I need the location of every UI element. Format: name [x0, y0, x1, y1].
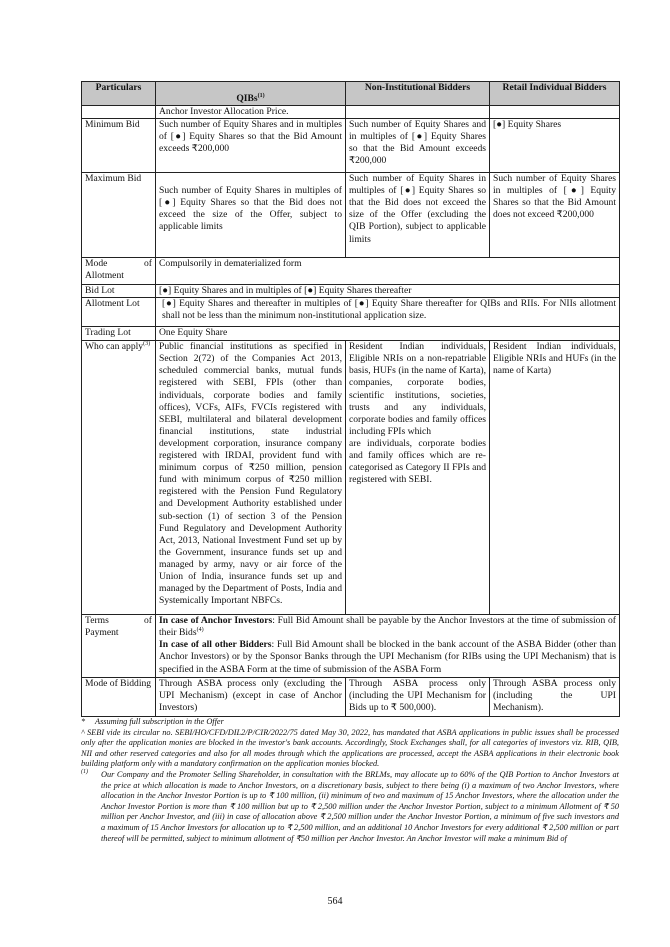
- footnote-ref: (4): [196, 627, 204, 634]
- label-text: Who can apply: [85, 341, 144, 353]
- cell: [●] Equity Shares and thereafter in multiples of [●] Equity Share thereafter for QIBs and RIIs. For NIIs allotment shall not be less than the minimum non-institutional application size.: [156, 298, 620, 327]
- cell: [●] Equity Shares and in multiples of [●] Equity Shares thereafter: [156, 285, 620, 298]
- table-row: [82, 119, 620, 173]
- table-row: [82, 258, 620, 285]
- table-row: [82, 678, 620, 717]
- cell: Through ASBA process only (including the UPI Mechanism).: [490, 678, 620, 717]
- table-row: [82, 285, 620, 298]
- footnote-ref: (3): [143, 341, 151, 347]
- cell: Anchor Investor Allocation Price.: [156, 106, 346, 119]
- cell: [82, 106, 156, 119]
- header-text: Non-Institutional Bidders: [364, 82, 471, 93]
- row-label: Maximum Bid: [82, 173, 156, 258]
- table-row: [82, 106, 620, 119]
- paragraph: [159, 639, 616, 675]
- cell: [346, 341, 490, 615]
- cell: Such number of Equity Shares in multiples of [●] Equity Shares so that the Bid does not exceed the size of the Offer, subject to applicable limits: [156, 173, 346, 258]
- header-particulars: [82, 82, 156, 106]
- row-label: Allotment Lot: [82, 298, 156, 327]
- footnote-text: Assuming full subscription in the Offer: [95, 717, 224, 726]
- footnote-ref: (1): [257, 92, 265, 99]
- row-label: Mode of Bidding: [82, 678, 156, 717]
- row-label: Bid Lot: [82, 285, 156, 298]
- header-text: Retail Individual Bidders: [502, 82, 607, 93]
- bold-text: In case of Anchor Investors: [159, 615, 273, 627]
- row-label: Trading Lot: [82, 327, 156, 341]
- page-number: 564: [327, 896, 343, 907]
- cell: Resident Indian individuals, Eligible NRIs and HUFs (in the name of Karta): [490, 341, 620, 615]
- header-rib: [490, 82, 620, 106]
- footnote-mark: [81, 770, 95, 844]
- cell: Through ASBA process only (including the UPI Mechanism for Bids up to ₹ 500,000).: [346, 678, 490, 717]
- cell: [●] Equity Shares: [490, 119, 620, 173]
- row-label: Terms of Payment: [82, 615, 156, 678]
- table-row: [82, 327, 620, 341]
- cell: One Equity Share: [156, 327, 620, 341]
- row-label: [82, 341, 156, 615]
- footnote-text: Our Company and the Promoter Selling Shareholder, in consultation with the BRLMs, may allocate up to 60% of the QIB Portion to Anchor Investors at the price at which allocation is made to Anchor Investors, on a discretionary basis, subject to there being (i) a maximum of two Anchor Investors, where allocation in the Anchor Investor Portion is up to ₹ 100 million, (ii) minimum of two and maximum of 15 Anchor Investors, where the allocation under the Anchor Investor Portion is more than ₹ 100 million but up to ₹ 2,500 million under the Anchor Investor Portion, subject to a minimum Allotment of ₹ 50 million per Anchor Investor, and (iii) in case of allocation above ₹ 2,500 million under the Anchor Investor Portion, a minimum of five such investors and a maximum of 15 Anchor Investors for allocation up to ₹ 2,500 million, and an additional 10 Anchor Investors for every additional ₹ 2,500 million or part thereof will be permitted, subject to minimum allotment of ₹50 million per Anchor Investor. An Anchor Investor will make a minimum Bid of: [101, 769, 619, 843]
- header-nib: [346, 82, 490, 106]
- cell: Compulsorily in dematerialized form: [156, 258, 620, 285]
- cell: [346, 106, 490, 119]
- table-header-row: [82, 82, 620, 106]
- paragraph: [159, 615, 616, 639]
- table-row: [82, 173, 620, 258]
- footnote-star: [81, 717, 619, 728]
- cell: Through ASBA process only (excluding the UPI Mechanism) (except in case of Anchor Investors): [156, 678, 346, 717]
- cell: Public financial institutions as specified in Section 2(72) of the Companies Act 2013, scheduled commercial banks, mutual funds registered with SEBI, FPIs (other than individuals, corporate bodies and family offices), VCFs, AIFs, FVCIs registered with SEBI, multilateral and bilateral development financial institutions, state industrial development corporation, insurance company registered with IRDAI, provident fund with minimum corpus of ₹250 million, pension fund with minimum corpus of ₹250 million registered with the Pension Fund Regulatory and Development Authority established under sub-section (1) of section 3 of the Pension Fund Regulatory and Development Authority Act, 2013, National Investment Fund set up by the Government, insurance funds set up and managed by army, navy or air force of the Union of India, insurance funds set up and managed by the Department of Posts, India and Systemically Important NBFCs.: [156, 341, 346, 615]
- text: : Full Bid Amount shall be blocked in the bank account of the ASBA Bidder (other than Anchor Investors) or by the Sponsor Banks through the UPI Mechanism (for RIBs using the UPI Mechanism) that is specified in the ASBA Form at the time of submission of the ASBA Form: [159, 639, 616, 675]
- cell: Such number of Equity Shares and in multiples of [●] Equity Shares so that the Bid Amount exceeds ₹200,000: [346, 119, 490, 173]
- cell: Such number of Equity Shares and in multiples of [●] Equity Shares so that the Bid Amount exceeds ₹200,000: [156, 119, 346, 173]
- paragraph: Resident Indian individuals, Eligible NRIs on a non-repatriable basis, HUFs (in the name of Karta), companies, corporate bodies, scientific institutions, societies, trusts and any individuals, corporate bodies and family offices including FPIs which: [349, 341, 486, 437]
- table-row: [82, 615, 620, 678]
- footnote-caret: ^ SEBI vide its circular no. SEBI/HO/CFD/DIL2/P/CIR/2022/75 dated May 30, 2022, has mandated that ASBA applications in public issues shall be processed only after the application monies are blocked in the investor's bank accounts. Accordingly, Stock Exchanges shall, for all categories of investors viz. RIB, QIB, NII and other reserved categories and also for all modes through which the applications are processed, accept the ASBA applications in their electronic book building platform only with a mandatory confirmation on the application monies blocked.: [81, 727, 619, 769]
- table-row: [82, 298, 620, 327]
- cell: Such number of Equity Shares in multiples of [●] Equity Shares so that the Bid does not exceed the size of the Offer (excluding the QIB Portion), subject to applicable limits: [346, 173, 490, 258]
- header-text: Particulars: [95, 82, 142, 93]
- footnote-mark: *: [81, 717, 86, 726]
- cell: Such number of Equity Shares in multiples of [●] Equity Shares so that the Bid Amount does not exceed ₹200,000: [490, 173, 620, 258]
- text: : Full Bid Amount shall be payable by the Anchor Investors at the time of submission of their Bids: [159, 615, 616, 639]
- header-qib: [156, 82, 346, 106]
- footnote-1: [81, 770, 619, 844]
- cell: [156, 615, 620, 678]
- row-label: Mode of Allotment: [82, 258, 156, 285]
- bid-details-table: [81, 81, 620, 717]
- footnote-mark-text: (1): [81, 769, 88, 776]
- row-label: Minimum Bid: [82, 119, 156, 173]
- header-text: QIBs: [236, 92, 258, 104]
- bold-text: In case of all other Bidders: [159, 639, 272, 651]
- paragraph: are individuals, corporate bodies and family offices which are re-categorised as Category II FPIs and registered with SEBI.: [349, 437, 486, 486]
- cell: [490, 106, 620, 119]
- table-row: [82, 341, 620, 615]
- footnotes: [81, 717, 619, 844]
